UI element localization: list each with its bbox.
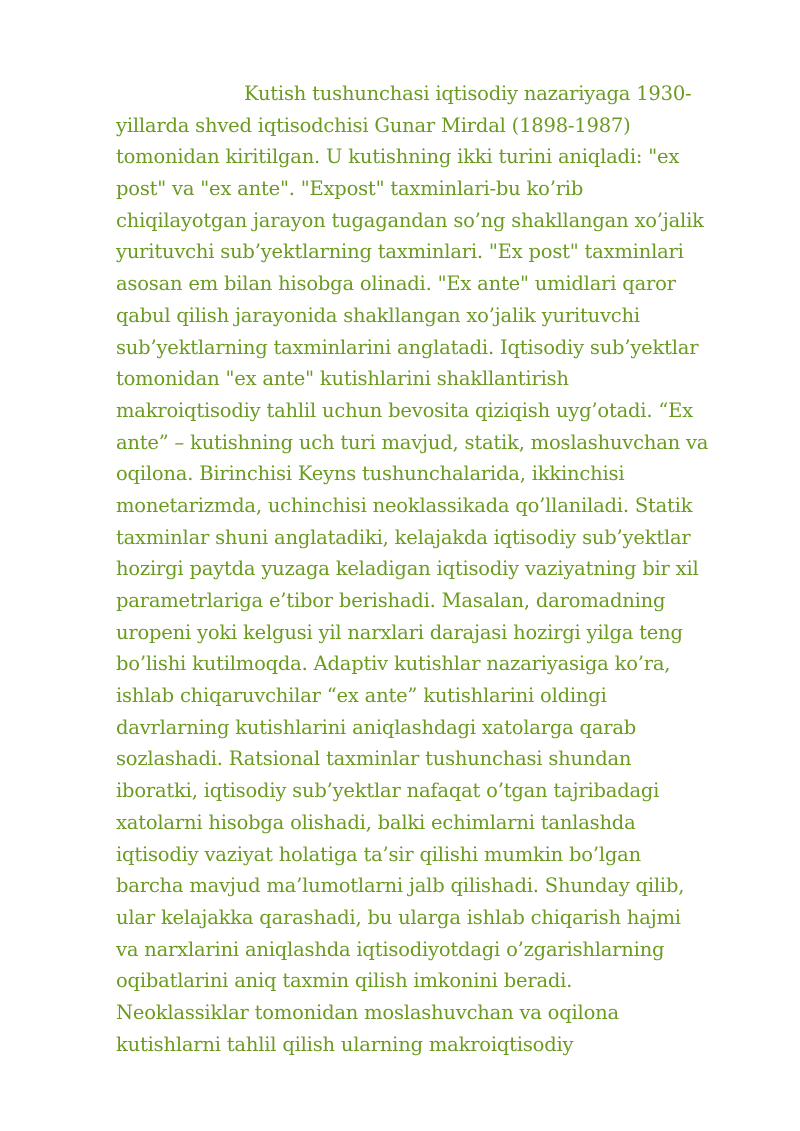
text-line: hozirgi paytda yuzaga keladigan iqtisodiy vaziyatning bir xil (116, 557, 699, 581)
text-line: makroiqtisodiy tahlil uchun bevosita qiziqish uyg’otadi. “Ex (116, 398, 693, 422)
text-line: iboratki, iqtisodiy sub’yektlar nafaqat o’tgan tajribadagi (116, 779, 660, 803)
text-line: oqibatlarini aniq taxmin qilish imkonini beradi. (116, 969, 573, 993)
text-line: yurituvchi sub’yektlarning taxminlari. "Ex post" taxminlari (116, 240, 684, 264)
text-line: qabul qilish jarayonida shakllangan xo’jalik yurituvchi (116, 303, 640, 327)
text-line: monetarizmda, uchinchisi neoklassikada qo’llaniladi. Statik (116, 493, 693, 517)
text-line: va narxlarini aniqlashda iqtisodiyotdagi o’zgarishlarning (116, 937, 665, 961)
text-line: Kutish tushunchasi iqtisodiy nazariyaga 1930- (244, 82, 692, 105)
text-line: yillarda shved iqtisodchisi Gunar Mirdal (1898-1987) (116, 113, 631, 137)
text-line: asosan em bilan hisobga olinadi. "Ex ante" umidlari qaror (116, 272, 676, 296)
text-line: ishlab chiqaruvchilar “ex ante” kutishlarini oldingi (116, 684, 607, 708)
text-line: tomonidan "ex ante" kutishlarini shakllantirish (116, 367, 569, 391)
body-paragraph (116, 78, 756, 1060)
text-line: bo’lishi kutilmoqda. Adaptiv kutishlar nazariyasiga ko’ra, (116, 652, 671, 676)
text-line: Neoklassiklar tomonidan moslashuvchan va oqilona (116, 1000, 619, 1024)
text-line: post" va "ex ante". "Expost" taxminlari-bu ko’rib (116, 177, 584, 201)
text-line: tomonidan kiritilgan. U kutishning ikki turini aniqladi: "ex (116, 145, 680, 169)
text-line: ular kelajakka qarashadi, bu ularga ishlab chiqarish hajmi (116, 905, 681, 929)
text-line: xatolarni hisobga olishadi, balki echimlarni tanlashda (116, 810, 636, 834)
text-line: uropeni yoki kelgusi yil narxlari darajasi hozirgi yilga teng (116, 620, 683, 644)
text-line: taxminlar shuni anglatadiki, kelajakda iqtisodiy sub’yektlar (116, 525, 691, 549)
text-line: kutishlarni tahlil qilish ularning makroiqtisodiy (116, 1032, 574, 1056)
text-line: oqilona. Birinchisi Keyns tushunchalarida, ikkinchisi (116, 462, 625, 486)
text-line: ante” – kutishning uch turi mavjud, statik, moslashuvchan va (116, 430, 709, 454)
text-line: davrlarning kutishlarini aniqlashdagi xatolarga qarab (116, 715, 637, 739)
text-line: sub’yektlarning taxminlarini anglatadi. Iqtisodiy sub’yektlar (116, 335, 699, 359)
text-line: iqtisodiy vaziyat holatiga ta’sir qilishi mumkin bo’lgan (116, 842, 641, 866)
text-line: sozlashadi. Ratsional taxminlar tushunchasi shundan (116, 747, 632, 771)
text-line: parametrlariga e’tibor berishadi. Masalan, daromadning (116, 589, 666, 612)
text-line: barcha mavjud ma’lumotlarni jalb qilishadi. Shunday qilib, (116, 874, 685, 898)
text-line: chiqilayotgan jarayon tugagandan so’ng shakllangan xo’jalik (116, 208, 704, 232)
